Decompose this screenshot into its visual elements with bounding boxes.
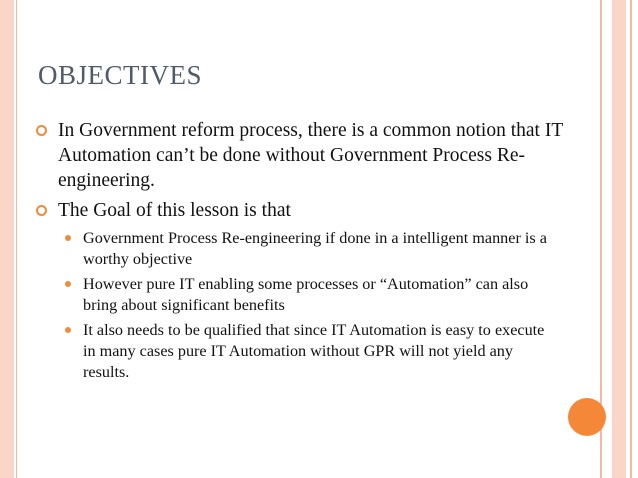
ring-bullet-icon bbox=[36, 125, 47, 136]
decorative-circle bbox=[568, 398, 606, 436]
left-border-stripe bbox=[0, 0, 14, 478]
dot-bullet-icon bbox=[65, 235, 71, 241]
sub-bullet-item bbox=[34, 320, 553, 383]
sub-bullet-text: Government Process Re-engineering if done in a intelligent manner is a worthy objective bbox=[83, 229, 547, 268]
ring-bullet-icon bbox=[36, 205, 47, 216]
left-border-line bbox=[16, 0, 17, 478]
bullet-text: The Goal of this lesson is that bbox=[58, 200, 291, 221]
right-border-stripe bbox=[612, 0, 626, 478]
sub-bullet-text: It also needs to be qualified that since IT Automation is easy to execute in many cases pure IT Automation without GPR will not yield any results. bbox=[83, 321, 545, 381]
bullet-item bbox=[34, 198, 594, 223]
bullet-item bbox=[34, 118, 594, 193]
slide-content bbox=[34, 118, 594, 387]
sub-bullet-item bbox=[34, 274, 553, 316]
dot-bullet-icon bbox=[65, 327, 71, 333]
right-border-line-outer bbox=[630, 0, 632, 478]
bullet-text: In Government reform process, there is a common notion that IT Automation can’t be done without Government Process Re-engineering. bbox=[58, 120, 563, 191]
sub-bullet-item bbox=[34, 228, 553, 270]
sub-bullet-text: However pure IT enabling some processes or “Automation” can also bring about significant benefits bbox=[83, 275, 529, 314]
slide-title: OBJECTIVES bbox=[38, 60, 203, 90]
dot-bullet-icon bbox=[65, 281, 71, 287]
